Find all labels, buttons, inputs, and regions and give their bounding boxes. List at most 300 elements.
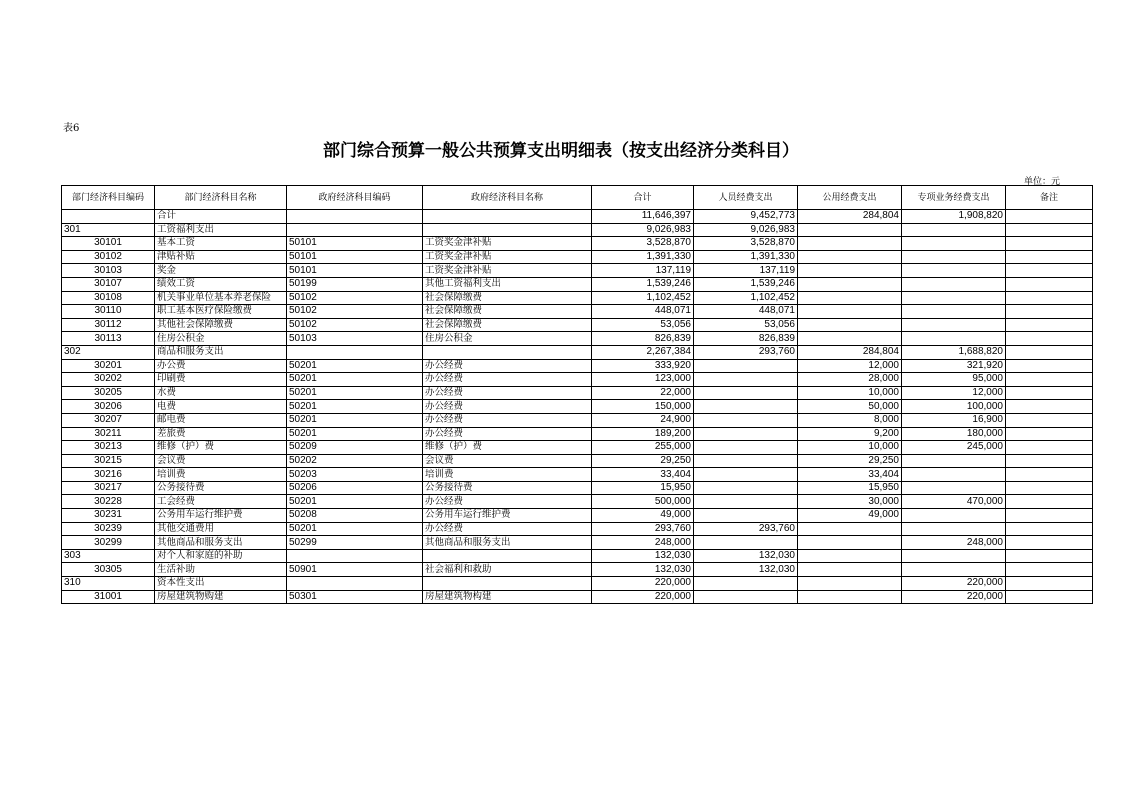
dept-name-cell: 公务用车运行维护费 [155, 509, 287, 523]
dept-code-cell: 30107 [62, 277, 155, 291]
dept-name-cell: 合计 [155, 210, 287, 224]
dept-code-cell: 30299 [62, 536, 155, 550]
public-cell [798, 250, 902, 264]
total-cell: 15,950 [592, 481, 694, 495]
dept-code-cell [62, 210, 155, 224]
dept-name-cell: 水费 [155, 386, 287, 400]
personnel-cell: 3,528,870 [694, 237, 798, 251]
header-dept-code: 部门经济科目编码 [62, 186, 155, 210]
header-gov-name: 政府经济科目名称 [423, 186, 592, 210]
dept-name-cell: 机关事业单位基本养老保险 [155, 291, 287, 305]
personnel-cell [694, 454, 798, 468]
dept-code-cell: 30239 [62, 522, 155, 536]
table-row [62, 250, 1093, 264]
public-cell: 30,000 [798, 495, 902, 509]
table-row [62, 210, 1093, 224]
table-row [62, 522, 1093, 536]
header-total: 合计 [592, 186, 694, 210]
remark-cell [1006, 413, 1093, 427]
gov-code-cell: 50101 [287, 237, 423, 251]
dept-code-cell: 310 [62, 577, 155, 591]
public-cell [798, 577, 902, 591]
table-row [62, 291, 1093, 305]
dept-code-cell: 30201 [62, 359, 155, 373]
gov-code-cell: 50201 [287, 373, 423, 387]
dept-code-cell: 30215 [62, 454, 155, 468]
gov-name-cell: 办公经费 [423, 359, 592, 373]
personnel-cell [694, 441, 798, 455]
dept-code-cell: 301 [62, 223, 155, 237]
gov-name-cell [423, 223, 592, 237]
special-cell: 220,000 [902, 577, 1006, 591]
gov-code-cell: 50199 [287, 277, 423, 291]
gov-name-cell: 社会保障缴费 [423, 318, 592, 332]
table-row [62, 468, 1093, 482]
gov-code-cell: 50101 [287, 264, 423, 278]
remark-cell [1006, 373, 1093, 387]
table-row [62, 427, 1093, 441]
gov-name-cell: 办公经费 [423, 400, 592, 414]
personnel-cell [694, 373, 798, 387]
header-special: 专项业务经费支出 [902, 186, 1006, 210]
gov-code-cell [287, 223, 423, 237]
total-cell: 33,404 [592, 468, 694, 482]
unit-label: 单位：元 [1023, 177, 1060, 187]
public-cell: 50,000 [798, 400, 902, 414]
personnel-cell [694, 590, 798, 604]
special-cell: 16,900 [902, 413, 1006, 427]
dept-name-cell: 绩效工资 [155, 277, 287, 291]
remark-cell [1006, 264, 1093, 278]
remark-cell [1006, 223, 1093, 237]
table-row [62, 400, 1093, 414]
gov-name-cell: 维修（护）费 [423, 441, 592, 455]
public-cell [798, 305, 902, 319]
gov-code-cell: 50201 [287, 359, 423, 373]
total-cell: 53,056 [592, 318, 694, 332]
special-cell [902, 332, 1006, 346]
public-cell: 49,000 [798, 509, 902, 523]
public-cell [798, 522, 902, 536]
table-label: 表6 [63, 123, 80, 134]
personnel-cell: 53,056 [694, 318, 798, 332]
total-cell: 24,900 [592, 413, 694, 427]
table-row [62, 386, 1093, 400]
public-cell [798, 237, 902, 251]
personnel-cell: 132,030 [694, 563, 798, 577]
remark-cell [1006, 400, 1093, 414]
remark-cell [1006, 577, 1093, 591]
total-cell: 29,250 [592, 454, 694, 468]
total-cell: 22,000 [592, 386, 694, 400]
total-cell: 220,000 [592, 590, 694, 604]
gov-code-cell: 50203 [287, 468, 423, 482]
remark-cell [1006, 305, 1093, 319]
remark-cell [1006, 441, 1093, 455]
total-cell: 150,000 [592, 400, 694, 414]
dept-code-cell: 30305 [62, 563, 155, 577]
gov-code-cell: 50102 [287, 318, 423, 332]
gov-name-cell: 办公经费 [423, 413, 592, 427]
remark-cell [1006, 468, 1093, 482]
remark-cell [1006, 210, 1093, 224]
total-cell: 123,000 [592, 373, 694, 387]
gov-name-cell: 房屋建筑物构建 [423, 590, 592, 604]
gov-name-cell: 公务用车运行维护费 [423, 509, 592, 523]
gov-code-cell [287, 549, 423, 563]
public-cell [798, 332, 902, 346]
dept-code-cell: 30110 [62, 305, 155, 319]
total-cell: 11,646,397 [592, 210, 694, 224]
remark-cell [1006, 563, 1093, 577]
gov-name-cell: 办公经费 [423, 495, 592, 509]
header-personnel: 人员经费支出 [694, 186, 798, 210]
special-cell [902, 264, 1006, 278]
dept-name-cell: 基本工资 [155, 237, 287, 251]
personnel-cell [694, 413, 798, 427]
total-cell: 1,102,452 [592, 291, 694, 305]
table-header-row [62, 186, 1093, 210]
gov-code-cell: 50201 [287, 495, 423, 509]
gov-code-cell: 50901 [287, 563, 423, 577]
table-row [62, 413, 1093, 427]
special-cell [902, 522, 1006, 536]
special-cell [902, 563, 1006, 577]
public-cell [798, 277, 902, 291]
gov-name-cell: 工资奖金津补贴 [423, 237, 592, 251]
gov-code-cell: 50201 [287, 386, 423, 400]
dept-code-cell: 30213 [62, 441, 155, 455]
personnel-cell: 1,539,246 [694, 277, 798, 291]
public-cell: 28,000 [798, 373, 902, 387]
personnel-cell [694, 495, 798, 509]
header-gov-code: 政府经济科目编码 [287, 186, 423, 210]
special-cell [902, 305, 1006, 319]
public-cell: 33,404 [798, 468, 902, 482]
gov-code-cell: 50101 [287, 250, 423, 264]
personnel-cell [694, 386, 798, 400]
special-cell [902, 277, 1006, 291]
total-cell: 1,391,330 [592, 250, 694, 264]
total-cell: 189,200 [592, 427, 694, 441]
special-cell: 248,000 [902, 536, 1006, 550]
personnel-cell [694, 481, 798, 495]
dept-name-cell: 对个人和家庭的补助 [155, 549, 287, 563]
table-row [62, 318, 1093, 332]
public-cell: 29,250 [798, 454, 902, 468]
personnel-cell [694, 468, 798, 482]
public-cell: 15,950 [798, 481, 902, 495]
table-row [62, 577, 1093, 591]
dept-name-cell: 奖金 [155, 264, 287, 278]
remark-cell [1006, 237, 1093, 251]
dept-code-cell: 30207 [62, 413, 155, 427]
special-cell: 321,920 [902, 359, 1006, 373]
gov-name-cell: 办公经费 [423, 522, 592, 536]
dept-code-cell: 30202 [62, 373, 155, 387]
remark-cell [1006, 332, 1093, 346]
remark-cell [1006, 250, 1093, 264]
dept-name-cell: 其他商品和服务支出 [155, 536, 287, 550]
dept-name-cell: 培训费 [155, 468, 287, 482]
public-cell [798, 563, 902, 577]
dept-name-cell: 津贴补贴 [155, 250, 287, 264]
dept-code-cell: 30102 [62, 250, 155, 264]
total-cell: 132,030 [592, 563, 694, 577]
dept-name-cell: 其他社会保障缴费 [155, 318, 287, 332]
personnel-cell: 1,102,452 [694, 291, 798, 305]
public-cell: 10,000 [798, 386, 902, 400]
table-row [62, 237, 1093, 251]
dept-code-cell: 30231 [62, 509, 155, 523]
gov-code-cell: 50102 [287, 305, 423, 319]
personnel-cell [694, 509, 798, 523]
dept-name-cell: 电费 [155, 400, 287, 414]
gov-name-cell: 社会保障缴费 [423, 305, 592, 319]
total-cell: 9,026,983 [592, 223, 694, 237]
remark-cell [1006, 454, 1093, 468]
remark-cell [1006, 359, 1093, 373]
total-cell: 3,528,870 [592, 237, 694, 251]
special-cell [902, 250, 1006, 264]
dept-code-cell: 30112 [62, 318, 155, 332]
remark-cell [1006, 277, 1093, 291]
special-cell: 180,000 [902, 427, 1006, 441]
table-row [62, 481, 1093, 495]
dept-code-cell: 30216 [62, 468, 155, 482]
gov-code-cell: 50209 [287, 441, 423, 455]
page-title: 部门综合预算一般公共预算支出明细表（按支出经济分类科目） [323, 141, 799, 161]
header-remark: 备注 [1006, 186, 1093, 210]
table-row [62, 549, 1093, 563]
table-row [62, 332, 1093, 346]
table-row [62, 305, 1093, 319]
dept-name-cell: 职工基本医疗保险缴费 [155, 305, 287, 319]
gov-code-cell: 50301 [287, 590, 423, 604]
gov-name-cell [423, 577, 592, 591]
personnel-cell: 9,026,983 [694, 223, 798, 237]
gov-name-cell [423, 345, 592, 359]
dept-code-cell: 30217 [62, 481, 155, 495]
table-body [62, 210, 1093, 604]
gov-name-cell: 其他商品和服务支出 [423, 536, 592, 550]
remark-cell [1006, 345, 1093, 359]
gov-code-cell: 50201 [287, 522, 423, 536]
special-cell: 220,000 [902, 590, 1006, 604]
remark-cell [1006, 590, 1093, 604]
table-row [62, 441, 1093, 455]
public-cell [798, 223, 902, 237]
gov-code-cell: 50102 [287, 291, 423, 305]
table-row [62, 536, 1093, 550]
dept-name-cell: 房屋建筑物购建 [155, 590, 287, 604]
gov-name-cell: 工资奖金津补贴 [423, 264, 592, 278]
header-public: 公用经费支出 [798, 186, 902, 210]
public-cell: 8,000 [798, 413, 902, 427]
personnel-cell: 137,119 [694, 264, 798, 278]
total-cell: 220,000 [592, 577, 694, 591]
table-row [62, 590, 1093, 604]
remark-cell [1006, 495, 1093, 509]
special-cell [902, 509, 1006, 523]
total-cell: 137,119 [592, 264, 694, 278]
gov-code-cell: 50201 [287, 427, 423, 441]
table-row [62, 373, 1093, 387]
public-cell [798, 536, 902, 550]
special-cell [902, 481, 1006, 495]
public-cell [798, 549, 902, 563]
dept-name-cell: 会议费 [155, 454, 287, 468]
header-dept-name: 部门经济科目名称 [155, 186, 287, 210]
dept-code-cell: 30108 [62, 291, 155, 305]
gov-name-cell: 培训费 [423, 468, 592, 482]
dept-name-cell: 住房公积金 [155, 332, 287, 346]
dept-name-cell: 邮电费 [155, 413, 287, 427]
personnel-cell: 826,839 [694, 332, 798, 346]
table-row [62, 509, 1093, 523]
dept-name-cell: 商品和服务支出 [155, 345, 287, 359]
gov-code-cell: 50201 [287, 400, 423, 414]
dept-name-cell: 工资福利支出 [155, 223, 287, 237]
special-cell: 470,000 [902, 495, 1006, 509]
remark-cell [1006, 536, 1093, 550]
special-cell [902, 223, 1006, 237]
special-cell [902, 454, 1006, 468]
dept-code-cell: 30205 [62, 386, 155, 400]
dept-name-cell: 生活补助 [155, 563, 287, 577]
public-cell: 10,000 [798, 441, 902, 455]
total-cell: 293,760 [592, 522, 694, 536]
dept-code-cell: 303 [62, 549, 155, 563]
total-cell: 1,539,246 [592, 277, 694, 291]
gov-name-cell: 其他工资福利支出 [423, 277, 592, 291]
public-cell [798, 318, 902, 332]
dept-code-cell: 30228 [62, 495, 155, 509]
personnel-cell: 293,760 [694, 522, 798, 536]
table-row [62, 345, 1093, 359]
total-cell: 2,267,384 [592, 345, 694, 359]
dept-name-cell: 公务接待费 [155, 481, 287, 495]
gov-code-cell: 50103 [287, 332, 423, 346]
remark-cell [1006, 291, 1093, 305]
gov-name-cell: 工资奖金津补贴 [423, 250, 592, 264]
total-cell: 826,839 [592, 332, 694, 346]
personnel-cell: 1,391,330 [694, 250, 798, 264]
remark-cell [1006, 427, 1093, 441]
special-cell [902, 237, 1006, 251]
total-cell: 132,030 [592, 549, 694, 563]
public-cell [798, 291, 902, 305]
special-cell: 12,000 [902, 386, 1006, 400]
dept-code-cell: 302 [62, 345, 155, 359]
special-cell: 1,688,820 [902, 345, 1006, 359]
personnel-cell: 293,760 [694, 345, 798, 359]
public-cell [798, 264, 902, 278]
gov-name-cell: 社会福利和救助 [423, 563, 592, 577]
dept-name-cell: 办公费 [155, 359, 287, 373]
remark-cell [1006, 481, 1093, 495]
gov-name-cell [423, 210, 592, 224]
special-cell [902, 291, 1006, 305]
personnel-cell: 132,030 [694, 549, 798, 563]
special-cell: 100,000 [902, 400, 1006, 414]
gov-code-cell: 50202 [287, 454, 423, 468]
gov-code-cell: 50299 [287, 536, 423, 550]
total-cell: 333,920 [592, 359, 694, 373]
gov-name-cell: 办公经费 [423, 373, 592, 387]
table-row [62, 563, 1093, 577]
dept-name-cell: 工会经费 [155, 495, 287, 509]
remark-cell [1006, 509, 1093, 523]
table-row [62, 264, 1093, 278]
personnel-cell [694, 577, 798, 591]
table-row [62, 277, 1093, 291]
dept-code-cell: 30103 [62, 264, 155, 278]
personnel-cell [694, 427, 798, 441]
remark-cell [1006, 386, 1093, 400]
dept-name-cell: 资本性支出 [155, 577, 287, 591]
special-cell: 245,000 [902, 441, 1006, 455]
dept-code-cell: 30211 [62, 427, 155, 441]
remark-cell [1006, 522, 1093, 536]
personnel-cell [694, 400, 798, 414]
total-cell: 49,000 [592, 509, 694, 523]
gov-code-cell: 50208 [287, 509, 423, 523]
gov-name-cell: 会议费 [423, 454, 592, 468]
dept-name-cell: 差旅费 [155, 427, 287, 441]
dept-name-cell: 维修（护）费 [155, 441, 287, 455]
special-cell [902, 549, 1006, 563]
expenditure-detail-table [61, 185, 1093, 604]
total-cell: 248,000 [592, 536, 694, 550]
gov-name-cell: 办公经费 [423, 386, 592, 400]
gov-name-cell: 社会保障缴费 [423, 291, 592, 305]
table-row [62, 495, 1093, 509]
dept-code-cell: 31001 [62, 590, 155, 604]
total-cell: 255,000 [592, 441, 694, 455]
public-cell: 284,804 [798, 210, 902, 224]
special-cell [902, 318, 1006, 332]
public-cell [798, 590, 902, 604]
personnel-cell: 448,071 [694, 305, 798, 319]
remark-cell [1006, 318, 1093, 332]
total-cell: 500,000 [592, 495, 694, 509]
personnel-cell [694, 359, 798, 373]
personnel-cell [694, 536, 798, 550]
special-cell: 95,000 [902, 373, 1006, 387]
gov-name-cell: 办公经费 [423, 427, 592, 441]
gov-code-cell [287, 210, 423, 224]
dept-name-cell: 其他交通费用 [155, 522, 287, 536]
total-cell: 448,071 [592, 305, 694, 319]
dept-code-cell: 30113 [62, 332, 155, 346]
dept-code-cell: 30101 [62, 237, 155, 251]
table-row [62, 359, 1093, 373]
gov-code-cell [287, 345, 423, 359]
gov-code-cell: 50206 [287, 481, 423, 495]
gov-name-cell: 公务接待费 [423, 481, 592, 495]
gov-code-cell: 50201 [287, 413, 423, 427]
dept-code-cell: 30206 [62, 400, 155, 414]
gov-name-cell: 住房公积金 [423, 332, 592, 346]
personnel-cell: 9,452,773 [694, 210, 798, 224]
public-cell: 9,200 [798, 427, 902, 441]
gov-code-cell [287, 577, 423, 591]
public-cell: 12,000 [798, 359, 902, 373]
gov-name-cell [423, 549, 592, 563]
remark-cell [1006, 549, 1093, 563]
special-cell [902, 468, 1006, 482]
